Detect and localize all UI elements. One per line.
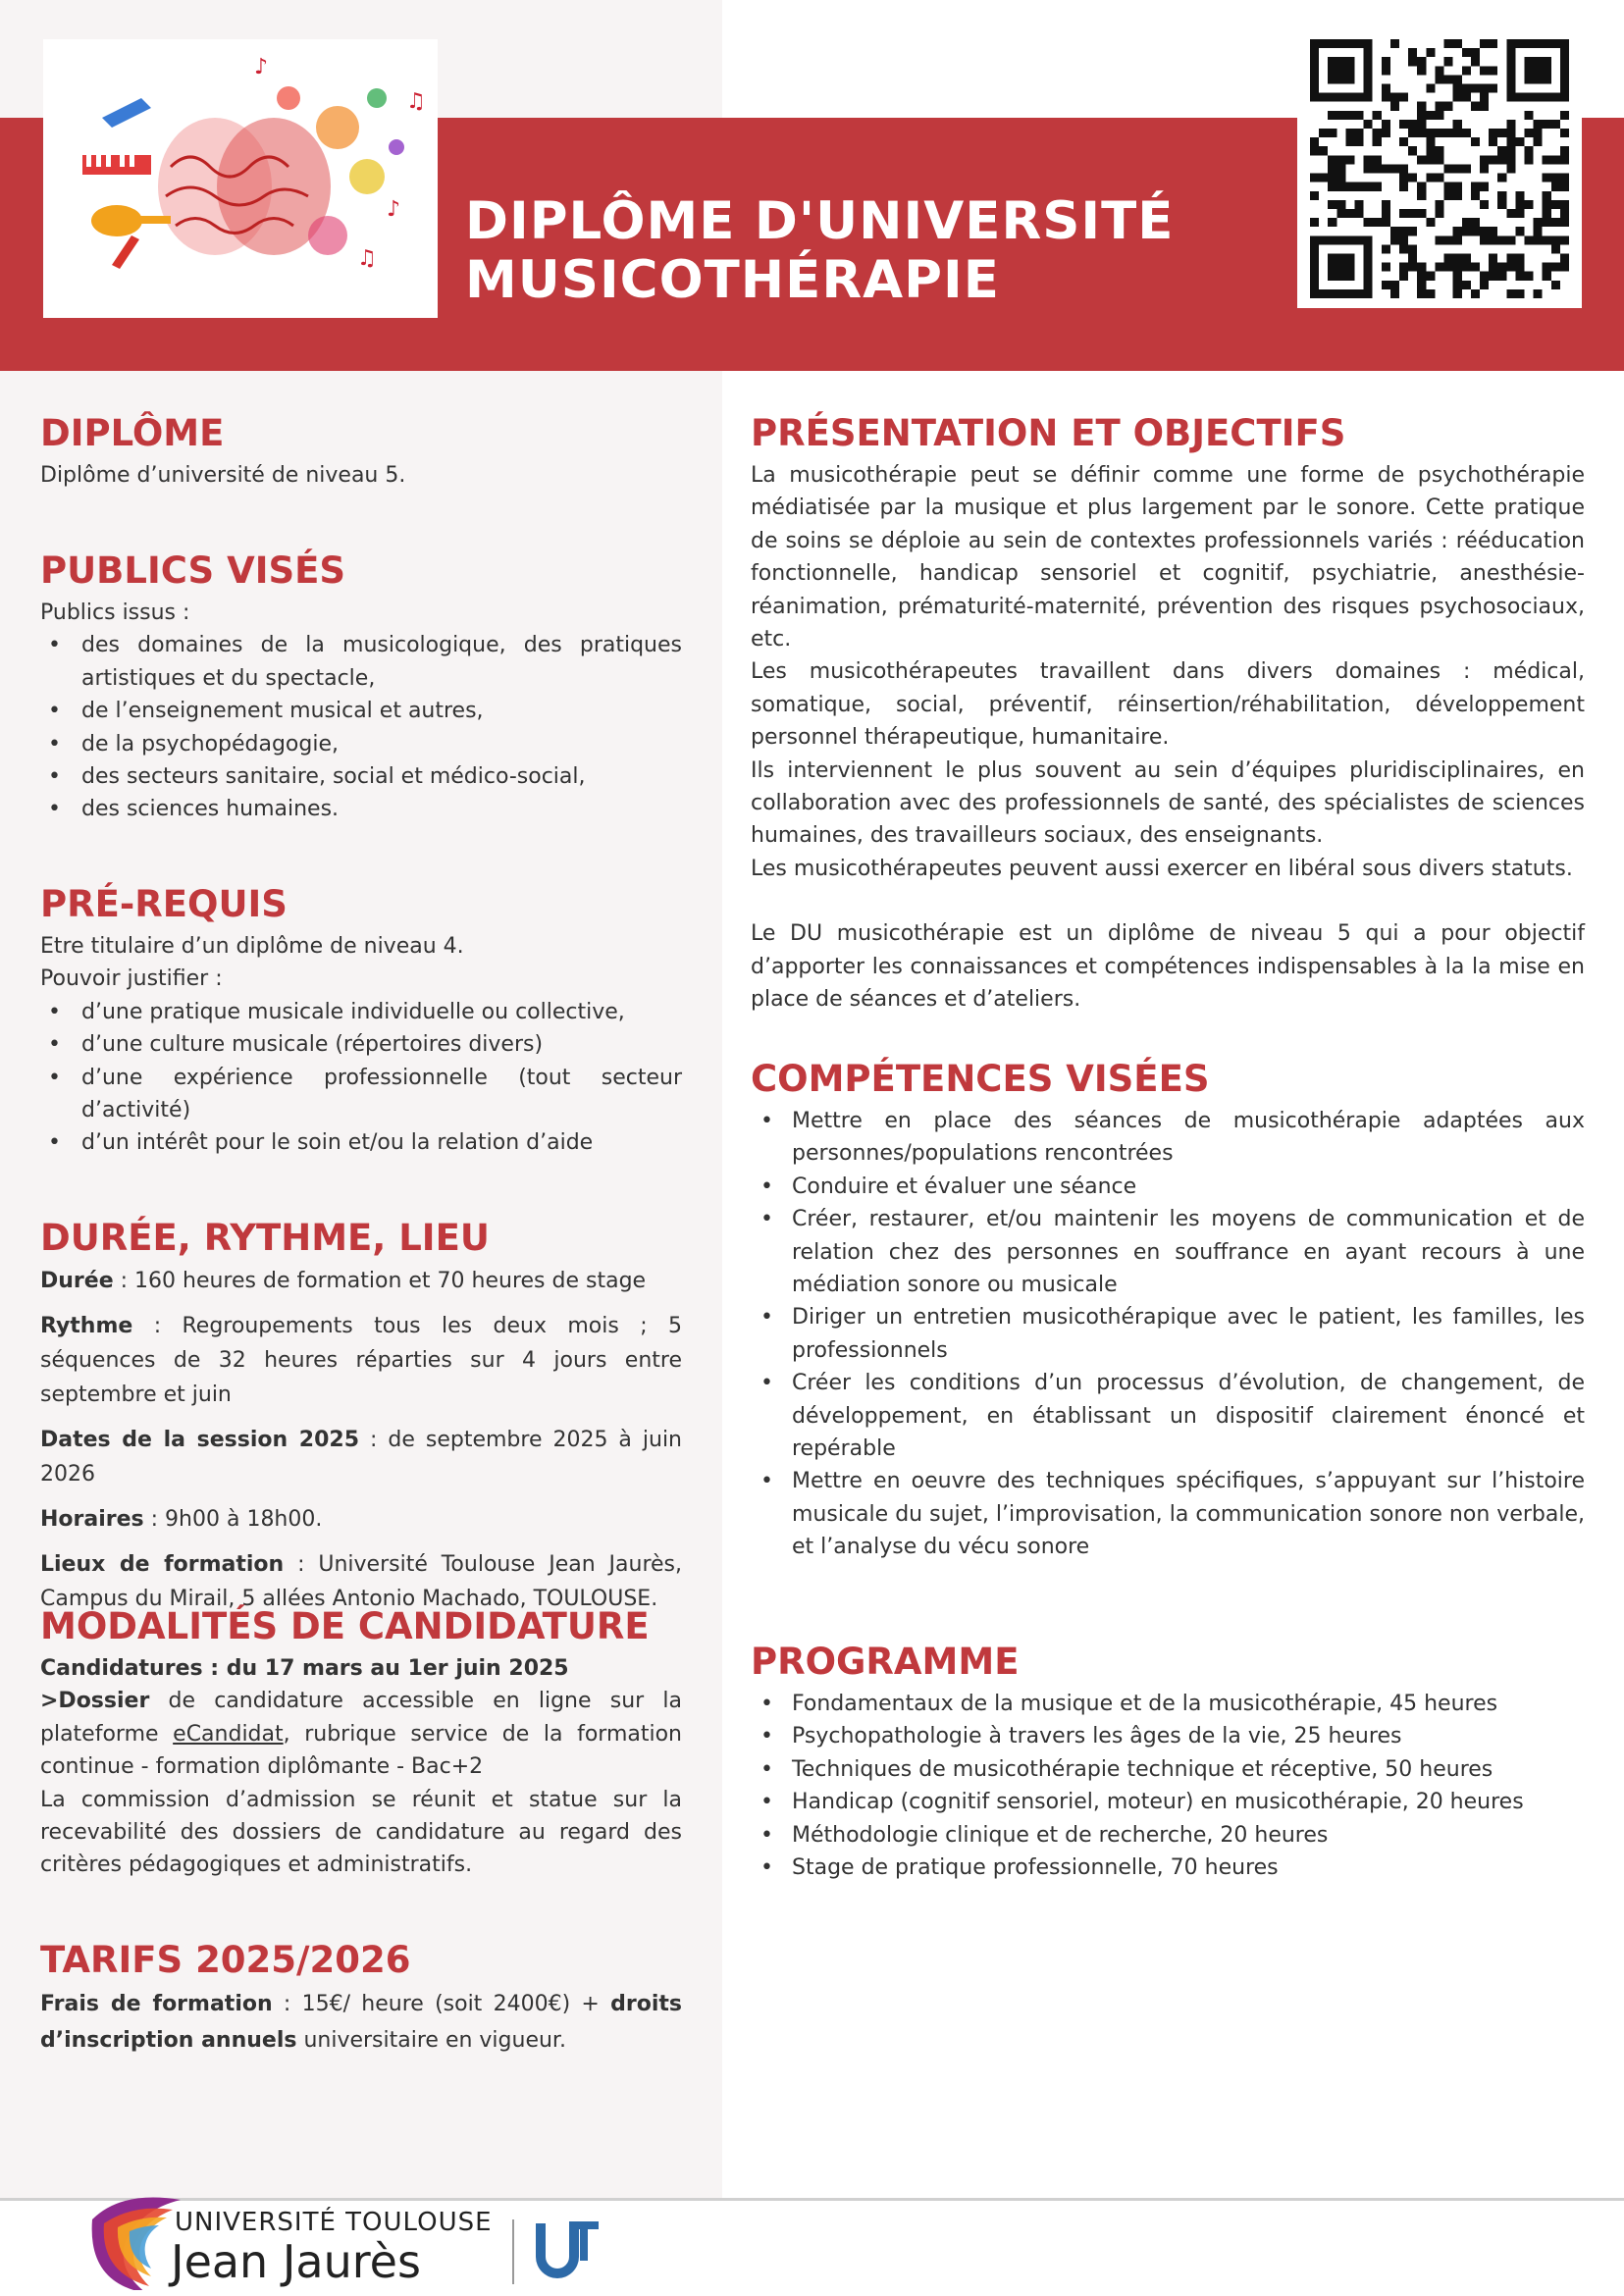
section-title-presentation: PRÉSENTATION ET OBJECTIFS	[751, 412, 1346, 454]
publics-list	[40, 629, 682, 825]
section-title-duree: DURÉE, RYTHME, LIEU	[40, 1217, 490, 1259]
section-duree	[40, 1217, 682, 1627]
list-item: • de la psychopédagogie,	[40, 728, 682, 760]
list-item: • d’une pratique musicale individuelle ou collective,	[40, 996, 682, 1028]
duree-value: : 160 heures de formation et 70 heures de stage	[113, 1269, 647, 1293]
section-competences	[751, 1058, 1585, 1564]
list-item: • Conduire et évaluer une séance	[751, 1171, 1585, 1203]
list-item: • Mettre en place des séances de musicothérapie adaptées aux personnes/populations rencontrées	[751, 1105, 1585, 1171]
prerequis-line-2: Pouvoir justifier :	[40, 966, 223, 992]
list-item: • Mettre en oeuvre des techniques spécifiques, s’appuyant sur l’histoire musicale du sujet, l’improvisation, la communication sonore non verbale, et l’analyse du vécu sonore	[751, 1465, 1585, 1563]
university-name-main: Jean Jaurès	[171, 2235, 421, 2288]
programme-list	[751, 1688, 1585, 1884]
ecandidat-link[interactable]: eCandidat	[173, 1721, 284, 1747]
section-title-prerequis: PRÉ-REQUIS	[40, 883, 288, 925]
prerequis-line-1: Etre titulaire d’un diplôme de niveau 4.	[40, 934, 464, 959]
horaires-label: Horaires	[40, 1507, 144, 1532]
presentation-para-5: Le DU musicothérapie est un diplôme de niveau 5 qui a pour objectif d’apporter les connaissances et compétences indispensables à la la mise en place de séances et d’ateliers.	[751, 921, 1585, 1013]
list-item: • des sciences humaines.	[40, 793, 682, 825]
qr-code[interactable]	[1297, 29, 1582, 308]
footer-separator	[512, 2219, 514, 2284]
list-item: • Méthodologie clinique et de recherche, 20 heures	[751, 1819, 1585, 1852]
svg-text:♪: ♪	[387, 197, 401, 222]
paragraph-spacer	[751, 885, 1585, 917]
list-item: • de l’enseignement musical et autres,	[40, 695, 682, 727]
section-title-competences: COMPÉTENCES VISÉES	[751, 1058, 1210, 1100]
university-logo[interactable]	[84, 2180, 595, 2290]
music-brain-image	[43, 39, 438, 318]
duree-label: Durée	[40, 1269, 114, 1293]
rythme-value: : Regroupements tous les deux mois ; 5 séquences de 32 heures réparties sur 4 jours entre septembre et juin	[40, 1314, 682, 1407]
section-presentation	[751, 412, 1585, 1017]
section-publics	[40, 549, 682, 826]
title-line-1: DIPLÔME D'UNIVERSITÉ	[465, 191, 1175, 251]
list-item: • d’un intérêt pour le soin et/ou la relation d’aide	[40, 1126, 682, 1159]
qr-code-image	[1307, 39, 1572, 298]
frais-value: : 15€/ heure (soit 2400€) +	[272, 1992, 611, 2016]
section-diplome	[40, 412, 682, 492]
list-item: • Fondamentaux de la musique et de la musicothérapie, 45 heures	[751, 1688, 1585, 1720]
list-item: • des secteurs sanitaire, social et médico-social,	[40, 760, 682, 793]
competences-list	[751, 1105, 1585, 1564]
candidature-commission: La commission d’admission se réunit et statue sur la recevabilité des dossiers de candidature au regard des critères pédagogiques et administratifs.	[40, 1787, 682, 1878]
list-item: • Créer, restaurer, et/ou maintenir les moyens de communication et de relation chez des personnes en souffrance en ayant recours à une médiation sonore ou musicale	[751, 1203, 1585, 1301]
list-item: • des domaines de la musicologique, des pratiques artistiques et du spectacle,	[40, 629, 682, 695]
presentation-para-2: Les musicothérapeutes travaillent dans divers domaines : médical, somatique, social, préventif, réinsertion/réhabilitation, développement personnel thérapeutique, humanitaire.	[751, 659, 1585, 751]
list-item: • Psychopathologie à travers les âges de la vie, 25 heures	[751, 1720, 1585, 1752]
lieux-value: : Université Toulouse Jean Jaurès, Campus du Mirail, 5 allées Antonio Machado, TOULOUSE.	[40, 1552, 682, 1611]
duree-line	[40, 1264, 682, 1298]
dossier-text-1: de candidature accessible en ligne sur la plateforme	[40, 1689, 682, 1747]
list-item: • Techniques de musicothérapie technique et réceptive, 50 heures	[751, 1753, 1585, 1786]
presentation-para-1: La musicothérapie peut se définir comme une forme de psychothérapie médiatisée par la musique et plus largement par le sonore. Cette pratique de soins se déploie au sein de contextes professionnels variés : rééducation fonctionnelle, handicap sensoriel et cognitif, psychiatrie, anesthésie-réanimation, prématurité-maternité, prévention des risques psychosociaux, etc.	[751, 463, 1585, 652]
dates-label: Dates de la session 2025	[40, 1428, 360, 1452]
dates-line	[40, 1423, 682, 1491]
svg-text:♪: ♪	[254, 55, 269, 79]
prerequis-list	[40, 996, 682, 1160]
diplome-text: Diplôme d’université de niveau 5.	[40, 463, 406, 488]
list-item: • Handicap (cognitif sensoriel, moteur) en musicothérapie, 20 heures	[751, 1786, 1585, 1818]
dossier-text-2: , rubrique service de la formation continue - formation diplômante - Bac+2	[40, 1721, 683, 1780]
section-title-programme: PROGRAMME	[751, 1641, 1020, 1683]
list-item: • d’une culture musicale (répertoires divers)	[40, 1028, 682, 1061]
list-item: • Stage de pratique professionnelle, 70 heures	[751, 1852, 1585, 1884]
candidature-dates: Candidatures : du 17 mars au 1er juin 2025	[40, 1656, 569, 1681]
section-prerequis	[40, 883, 682, 1160]
rythme-label: Rythme	[40, 1314, 133, 1338]
ut-monogram-icon	[530, 2218, 601, 2284]
lieux-label: Lieux de formation	[40, 1552, 285, 1577]
droits-label: droits d’inscription annuels	[40, 1992, 683, 2053]
university-name-top: UNIVERSITÉ TOULOUSE	[175, 2208, 493, 2237]
section-title-diplome: DIPLÔME	[40, 412, 225, 454]
section-title-candidature: MODALITÉS DE CANDIDATURE	[40, 1605, 650, 1647]
presentation-para-4: Les musicothérapeutes peuvent aussi exercer en libéral sous divers statuts.	[751, 856, 1573, 881]
publics-intro: Publics issus :	[40, 600, 190, 625]
dossier-label: >Dossier	[40, 1689, 150, 1714]
frais-label: Frais de formation	[40, 1992, 273, 2016]
horaires-value: : 9h00 à 18h00.	[143, 1507, 323, 1532]
svg-text:♫: ♫	[406, 89, 426, 114]
rythme-line	[40, 1309, 682, 1412]
section-tarifs	[40, 1939, 682, 2059]
list-item: • Créer les conditions d’un processus d’évolution, de changement, de développement, en établissant un dispositif clairement énoncé et repérable	[751, 1367, 1585, 1465]
candidature-dossier	[40, 1685, 682, 1783]
list-item: • Diriger un entretien musicothérapique avec le patient, les familles, les professionnels	[751, 1301, 1585, 1367]
list-item: • d’une expérience professionnelle (tout secteur d’activité)	[40, 1062, 682, 1127]
presentation-para-3: Ils interviennent le plus souvent au sein d’équipes pluridisciplinaires, en collaboration avec des professionnels de santé, des spécialistes de sciences humaines, des travailleurs sociaux, des enseignants.	[751, 757, 1585, 849]
dates-value: : de septembre 2025 à juin 2026	[40, 1428, 682, 1487]
horaires-line	[40, 1502, 682, 1537]
section-programme	[751, 1641, 1585, 1884]
title-line-2: MUSICOTHÉRAPIE	[465, 250, 1000, 310]
section-candidature	[40, 1605, 682, 1882]
section-title-publics: PUBLICS VISÉS	[40, 549, 346, 592]
droits-value: universitaire en vigueur.	[296, 2028, 566, 2053]
svg-text:♫: ♫	[357, 246, 377, 271]
music-brain-illustration	[43, 39, 438, 318]
tarifs-text	[40, 1986, 682, 2059]
page-title	[465, 192, 1175, 310]
section-title-tarifs: TARIFS 2025/2026	[40, 1939, 411, 1981]
